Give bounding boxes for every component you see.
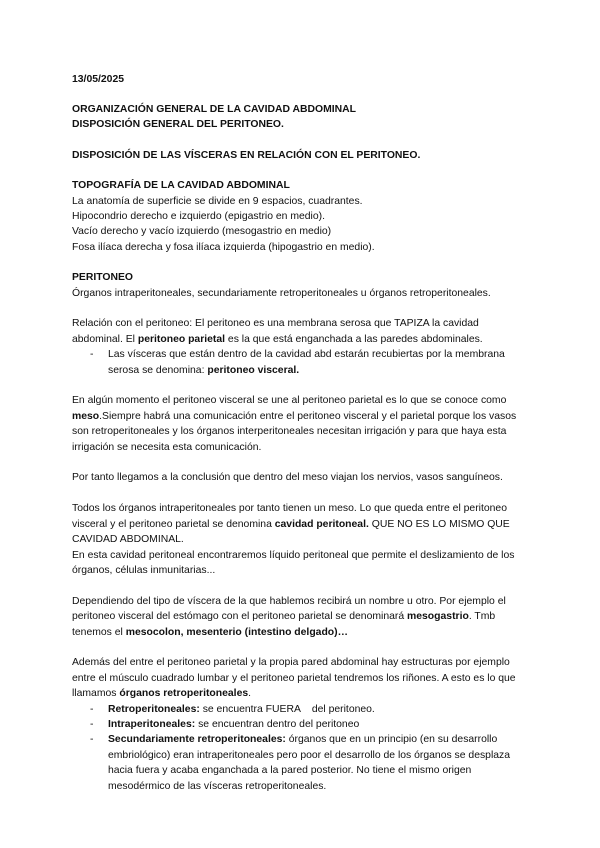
tipos-list [72, 702, 532, 794]
topografia-line-4: Fosa ilíaca derecha y fosa ilíaca izquierda (hipogastrio en medio). [72, 241, 375, 253]
document-page [72, 72, 532, 794]
list-item: - Intraperitoneales: se encuentran dentro del peritoneo [90, 718, 360, 730]
relacion-paragraph: Relación con el peritoneo: El peritoneo es una membrana serosa que TAPIZA la cavidad abdominal. El peritoneo parietal es la que está enganchada a las paredes abdominales. [72, 318, 483, 345]
term-mesocolon: mesocolon, mesenterio (intestino delgado)… [125, 626, 348, 638]
cavidad-paragraph: Todos los órganos intraperitoneales por tanto tienen un meso. Lo que queda entre el peritoneo visceral y el peritoneo parietal se denomina cavidad peritoneal. QUE NO ES LO MISMO QUE CAVIDAD ABDOMINAL. [72, 503, 510, 546]
title-organizacion: ORGANIZACIÓN GENERAL DE LA CAVIDAD ABDOMINAL [72, 104, 357, 115]
term-organos-retroperitoneales: órganos retroperitoneales [119, 688, 249, 700]
heading-topografia: TOPOGRAFÍA DE LA CAVIDAD ABDOMINAL [72, 180, 290, 192]
list-item: - Secundariamente retroperitoneales: órganos que en un principio (en su desarrollo embriológico) eran intraperitoneales pero poor el desarrollo de los órganos se desplaza hacia fuera y acaba enganchada a la pared posterior. No tiene el mismo origen mesodérmico de las vísceras retroperitoneales. [90, 734, 511, 792]
dependiendo-paragraph: Dependiendo del tipo de víscera de la que hablemos recibirá un nombre u otro. Por ejemplo el peritoneo visceral del estómago con el peritoneo parietal se denominará mesogastrio. Tmb tenemos el mesocolon, mesenterio (intestino delgado)… [72, 595, 506, 638]
term-peritoneo-parietal: peritoneo parietal [137, 333, 226, 345]
title-disposicion-visceras: DISPOSICIÓN DE LAS VÍSCERAS EN RELACIÓN CON EL PERITONEO. [72, 149, 421, 161]
list-item: - Las vísceras que están dentro de la cavidad abd estarán recubiertas por la membrana serosa se denomina: peritoneo visceral. [90, 349, 505, 376]
relacion-list [72, 347, 532, 378]
document-date: 13/05/2025 [72, 74, 125, 85]
list-item: - Retroperitoneales: se encuentra FUERA del peritoneo. [90, 703, 375, 715]
conclusion-paragraph: Por tanto llegamos a la conclusión que dentro del meso viajan los nervios, vasos sanguíneos. [72, 472, 503, 484]
heading-peritoneo: PERITONEO [72, 272, 134, 284]
liquido-paragraph: En esta cavidad peritoneal encontraremos líquido peritoneal que permite el deslizamiento de los órganos, células inmunitarias... [72, 549, 515, 576]
peritoneo-intro: Órganos intraperitoneales, secundariamente retroperitoneales u órganos retroperitoneales. [72, 287, 491, 299]
term-peritoneo-visceral: peritoneo visceral. [207, 364, 300, 376]
term-cavidad-peritoneal: cavidad peritoneal. [274, 518, 369, 530]
term-meso: meso [72, 410, 100, 422]
term-mesogastrio: mesogastrio [407, 611, 469, 623]
meso-paragraph: En algún momento el peritoneo visceral se une al peritoneo parietal es lo que se conoce como meso.Siempre habrá una comunicación entre el peritoneo visceral y el parietal porque los vasos son retroperitoneales y los órganos interperitoneales necesitan irrigación y para que haya esta irrigación se necesita esta comunicación. [72, 395, 517, 453]
topografia-line-1: La anatomía de superficie se divide en 9 espacios, cuadrantes. [72, 195, 363, 207]
title-disposicion-peritoneo: DISPOSICIÓN GENERAL DEL PERITONEO. [72, 119, 284, 131]
topografia-line-3: Vacío derecho y vacío izquierdo (mesogastrio en medio) [72, 226, 332, 238]
ademas-paragraph: Además del entre el peritoneo parietal y la propia pared abdominal hay estructuras por ejemplo entre el músculo cuadrado lumbar y el peritoneo parietal tendremos los riñones. A esto es lo que llamamos órganos retroperitoneales. [72, 657, 516, 700]
topografia-line-2: Hipocondrio derecho e izquierdo (epigastrio en medio). [72, 211, 325, 223]
